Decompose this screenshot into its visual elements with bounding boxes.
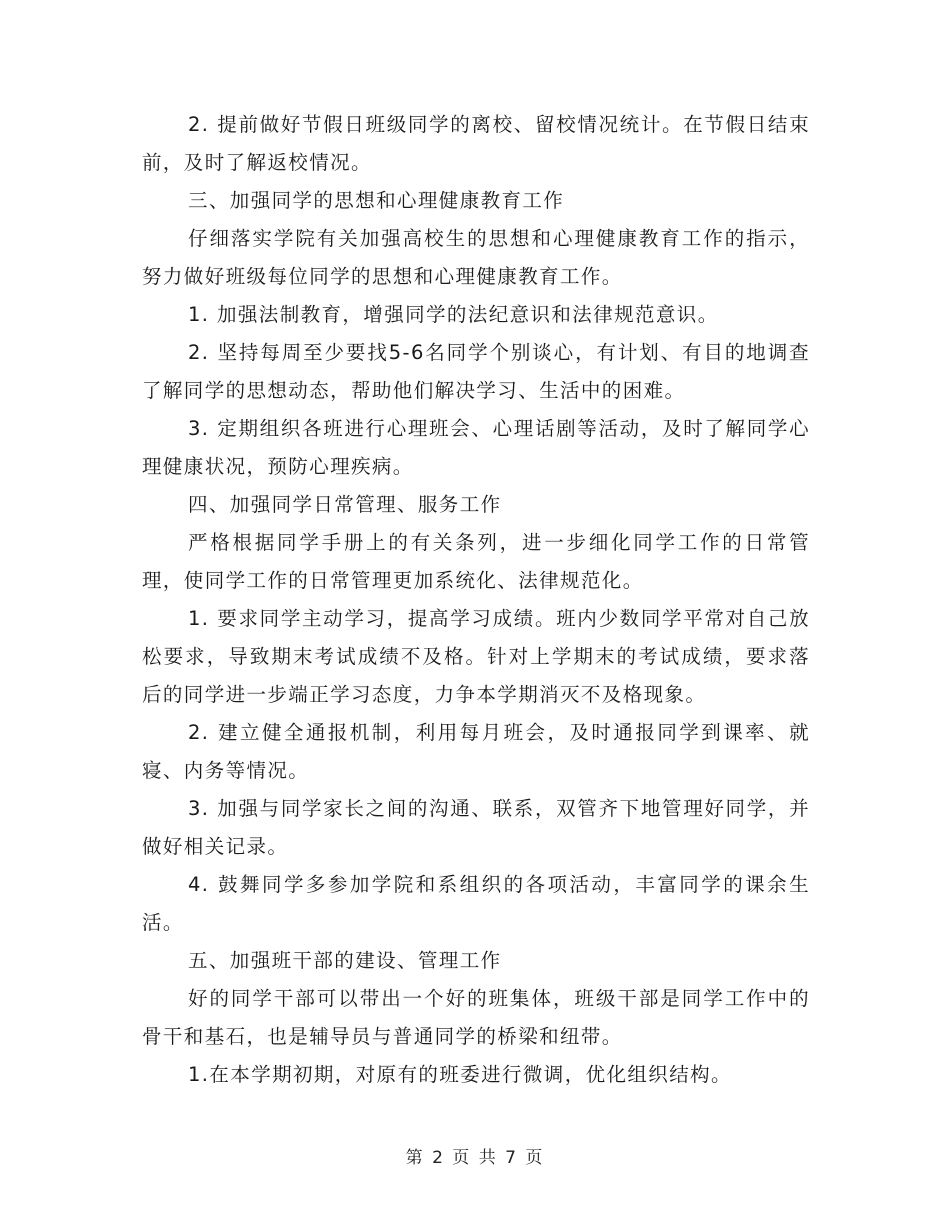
paragraph-item-3-parents: 3. 加强与同学家长之间的沟通、联系，双管齐下地管理好同学，并做好相关记录。 [142, 797, 810, 858]
paragraph-section-5-intro: 好的同学干部可以带出一个好的班集体，班级干部是同学工作中的骨干和基石，也是辅导员与普通同学的桥梁和纽带。 [142, 987, 810, 1048]
paragraph-item-4-activities: 4. 鼓舞同学多参加学院和系组织的各项活动，丰富同学的课余生活。 [142, 873, 810, 934]
paragraph-item-2-talks: 2. 坚持每周至少要找5-6名同学个别谈心，有计划、有目的地调查了解同学的思想动态，帮助他们解决学习、生活中的困难。 [142, 341, 810, 402]
paragraph-item-1-study: 1. 要求同学主动学习，提高学习成绩。班内少数同学平常对自己放松要求，导致期末考试成绩不及格。针对上学期末的考试成绩，要求落后的同学进一步端正学习态度，力争本学期消灭不及格现象。 [142, 607, 810, 706]
document-body [142, 106, 810, 1094]
paragraph-item-1-committee: 1.在本学期初期，对原有的班委进行微调，优化组织结构。 [188, 1063, 732, 1086]
page-number-footer: 第 2 页 共 7 页 [405, 1148, 545, 1168]
paragraph-item-2-statistics: 2. 提前做好节假日班级同学的离校、留校情况统计。在节假日结束前，及时了解返校情况。 [142, 113, 810, 174]
paragraph-section-3-intro: 仔细落实学院有关加强高校生的思想和心理健康教育工作的指示，努力做好班级每位同学的思想和心理健康教育工作。 [142, 227, 810, 288]
paragraph-item-1-legal: 1. 加强法制教育，增强同学的法纪意识和法律规范意识。 [188, 303, 719, 326]
paragraph-item-3-psych: 3. 定期组织各班进行心理班会、心理话剧等活动，及时了解同学心理健康状况，预防心理疾病。 [142, 417, 810, 478]
section-heading-5: 五、加强班干部的建设、管理工作 [188, 949, 502, 972]
paragraph-section-4-intro: 严格根据同学手册上的有关条列，进一步细化同学工作的日常管理，使同学工作的日常管理更加系统化、法律规范化。 [142, 531, 810, 592]
section-heading-4: 四、加强同学日常管理、服务工作 [188, 493, 502, 516]
section-heading-3: 三、加强同学的思想和心理健康教育工作 [188, 189, 565, 212]
paragraph-item-2-report: 2. 建立健全通报机制，利用每月班会，及时通报同学到课率、就寝、内务等情况。 [142, 721, 810, 782]
